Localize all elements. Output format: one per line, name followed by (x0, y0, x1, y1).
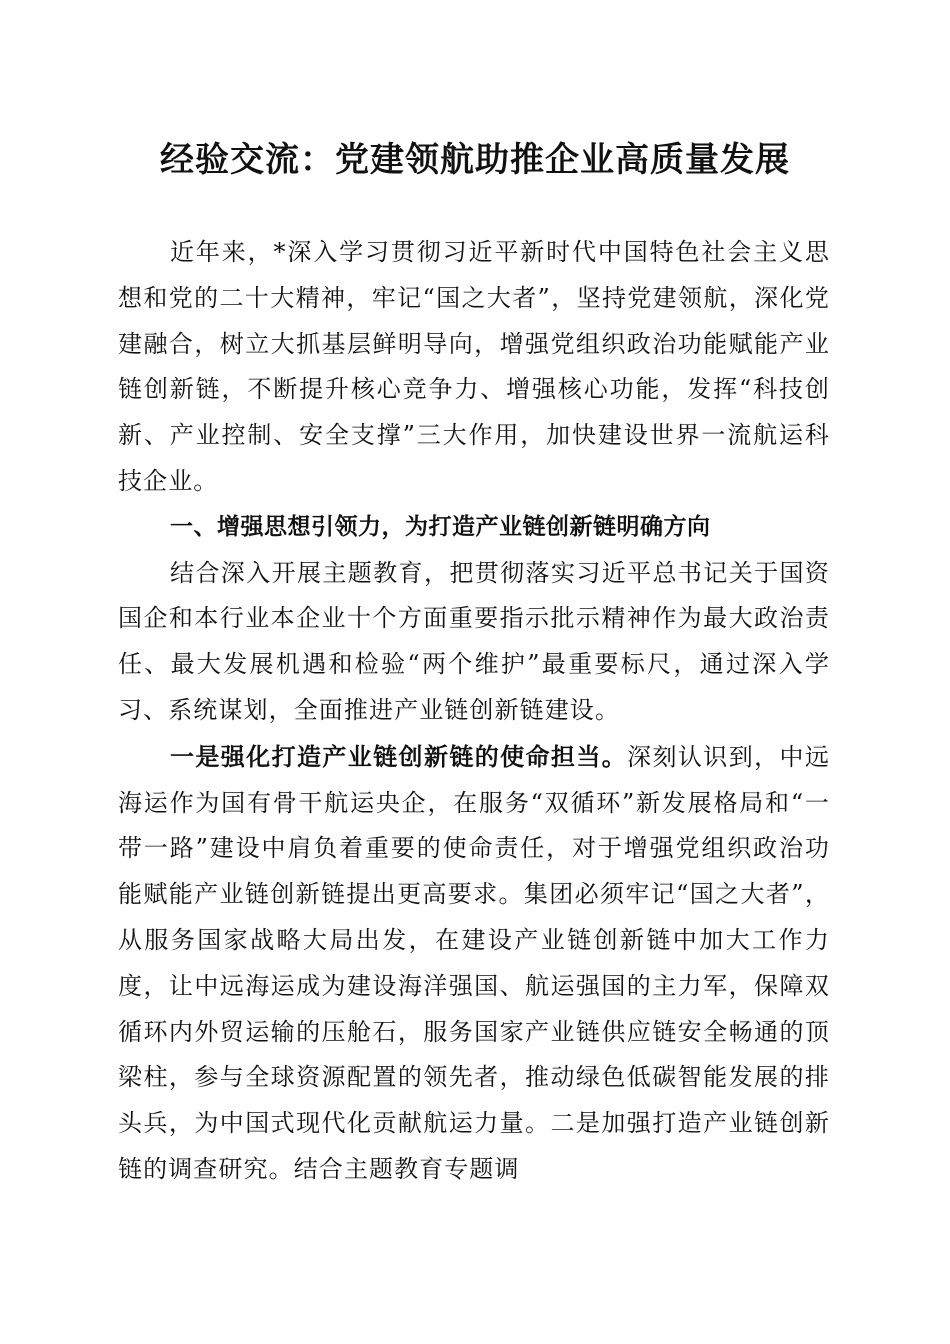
paragraph-lead: 一是强化打造产业链创新链的使命担当。 (170, 741, 628, 771)
section-heading: 一、增强思想引领力，为打造产业链创新链明确方向 (170, 513, 711, 540)
paragraph-body: 深刻认识到，中远海运作为国有骨干航运央企，在服务“双循环”新发展格局和“一带一路”建设中肩负着重要的使命责任，对于增强党组织政治功能赋能产业链创新链提出更高要求。集团必须牢记“国之大者”，从服务国家战略大局出发，在建设产业链创新链中加大工作力度，让中远海运成为建设海洋强国、航运强国的主力军，保障双循环内外贸运输的压舱石，服务国家产业链供应链安全畅通的顶梁柱，参与全球资源配置的领先者，推动绿色低碳智能发展的排头兵，为中国式现代化贡献航运力量。二是加强打造产业链创新链的调查研究。结合主题教育专题调 (118, 742, 830, 1183)
section-paragraph-with-lead (118, 734, 830, 1193)
document-body (118, 230, 830, 1193)
intro-paragraph: 近年来，*深入学习贯彻习近平新时代中国特色社会主义思想和党的二十大精神，牢记“国之大者”，坚持党建领航，深化党建融合，树立大抓基层鲜明导向，增强党组织政治功能赋能产业链创新链，不断提升核心竞争力、增强核心功能，发挥“科技创新、产业控制、安全支撑”三大作用，加快建设世界一流航运科技企业。 (118, 238, 830, 495)
section-paragraph: 结合深入开展主题教育，把贯彻落实习近平总书记关于国资国企和本行业本企业十个方面重要指示批示精神作为最大政治责任、最大发展机遇和检验“两个维护”最重要标尺，通过深入学习、系统谋划，全面推进产业链创新链建设。 (118, 558, 830, 724)
document-title: 经验交流：党建领航助推企业高质量发展 (160, 140, 790, 180)
